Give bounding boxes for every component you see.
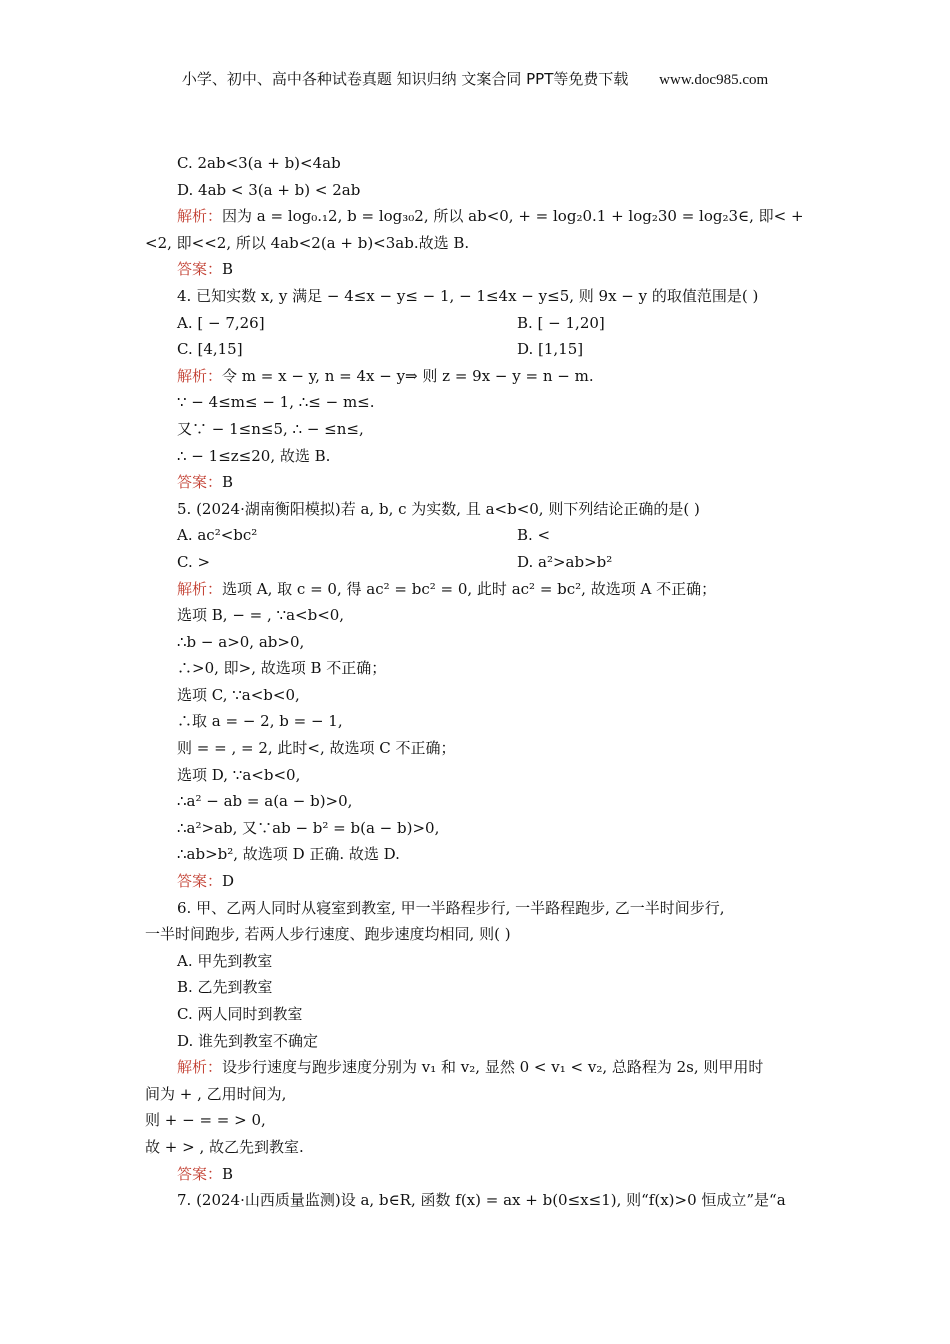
answer-line: 答案：B <box>177 1164 234 1183</box>
question-5: 5. (2024·湖南衡阳模拟)若 a, b, c 为实数, 且 a<b<0, 则下列结论正确的是( ) <box>177 499 700 518</box>
text-line: 选项 D, ∵a<b<0, <box>177 765 301 784</box>
option-line: C. 2ab<3(a + b)<4ab <box>177 154 341 172</box>
text-line: ∴>0, 即>, 故选项 B 不正确； <box>177 659 387 678</box>
text-line: ∴ − 1≤z≤20, 故选 B. <box>177 446 331 465</box>
option-line: D. 谁先到教室不确定 <box>177 1031 319 1050</box>
text-line: ∴b − a>0, ab>0, <box>177 632 305 651</box>
text-line: 则 = = , = 2, 此时<, 故选项 C 不正确； <box>177 739 456 758</box>
header-url[interactable]: www.doc985.com <box>659 72 769 88</box>
text-line: 又∵ − 1≤n≤5, ∴ − ≤n≤, <box>177 419 364 438</box>
option-row: C. > D. a²>ab>b² <box>177 552 613 571</box>
answer-label: 答案： <box>177 872 223 891</box>
text-line: 一半时间跑步, 若两人步行速度、跑步速度均相同, 则( ) <box>145 925 511 944</box>
text-line: ∴取 a = − 2, b = − 1, <box>177 712 343 731</box>
text-line: 间为 + , 乙用时间为, <box>145 1084 287 1103</box>
answer-line: 答案：B <box>177 473 234 492</box>
analysis-line: 解析：设步行速度与跑步速度分别为 v₁ 和 v₂, 显然 0 < v₁ < v₂, 总路程为 2s, 则甲用时 <box>177 1058 764 1077</box>
text-line: <2, 即<<2, 所以 4ab<2(a + b)<3ab.故选 B. <box>145 233 470 252</box>
question-4: 4. 已知实数 x, y 满足 − 4≤x − y≤ − 1, − 1≤4x − y≤5, 则 9x − y 的取值范围是( ) <box>177 286 759 305</box>
text-line: 则 + − = = > 0, <box>145 1111 266 1130</box>
text-line: ∴a² − ab = a(a − b)>0, <box>177 792 353 811</box>
option-row: A. [ − 7,26] B. [ − 1,20] <box>177 313 605 332</box>
answer-line: 答案：B <box>177 260 234 279</box>
question-6: 6. 甲、乙两人同时从寝室到教室, 甲一半路程步行, 一半路程跑步, 乙一半时间步行, <box>177 898 725 917</box>
page-header <box>0 68 950 89</box>
text-line: 选项 C, ∵a<b<0, <box>177 685 300 704</box>
option-line: B. 乙先到教室 <box>177 978 273 997</box>
analysis-label: 解析： <box>177 579 223 598</box>
answer-label: 答案： <box>177 473 223 492</box>
header-text: 小学、初中、高中各种试卷真题 知识归纳 文案合同 PPT等免费下载 <box>181 70 629 88</box>
option-row: C. [4,15] D. [1,15] <box>177 340 584 359</box>
document-content <box>145 150 815 1214</box>
text-line: 故 + > , 故乙先到教室. <box>145 1137 304 1156</box>
text-line: ∴a²>ab, 又∵ab − b² = b(a − b)>0, <box>177 818 440 837</box>
option-line: A. 甲先到教室 <box>177 951 273 970</box>
answer-label: 答案： <box>177 1164 223 1183</box>
analysis-label: 解析： <box>177 366 223 385</box>
option-line: C. 两人同时到教室 <box>177 1005 303 1023</box>
analysis-line: 解析：令 m = x − y, n = 4x − y⇒ 则 z = 9x − y = n − m. <box>177 366 594 385</box>
analysis-label: 解析： <box>177 1058 223 1077</box>
text-line: 选项 B, − = , ∵a<b<0, <box>177 606 345 625</box>
answer-label: 答案： <box>177 260 223 279</box>
text-line: ∴ab>b², 故选项 D 正确. 故选 D. <box>177 845 400 864</box>
answer-line: 答案：D <box>177 872 235 891</box>
analysis-line: 解析：选项 A, 取 c = 0, 得 ac² = bc² = 0, 此时 ac² = bc², 故选项 A 不正确； <box>177 579 717 598</box>
text-line: ∵ − 4≤m≤ − 1, ∴≤ − m≤. <box>177 393 375 412</box>
analysis-label: 解析： <box>177 207 223 226</box>
option-row: A. ac²<bc² B. < <box>177 526 551 545</box>
analysis-line: 解析：因为 a = log₀.₁2, b = log₃₀2, 所以 ab<0, + = log₂0.1 + log₂30 = log₂3∈, 即< + <box>177 207 804 226</box>
option-line: D. 4ab < 3(a + b) < 2ab <box>177 180 361 199</box>
question-7: 7. (2024·山西质量监测)设 a, b∈R, 函数 f(x) = ax + b(0≤x≤1), 则“f(x)>0 恒成立”是“a <box>177 1191 786 1210</box>
